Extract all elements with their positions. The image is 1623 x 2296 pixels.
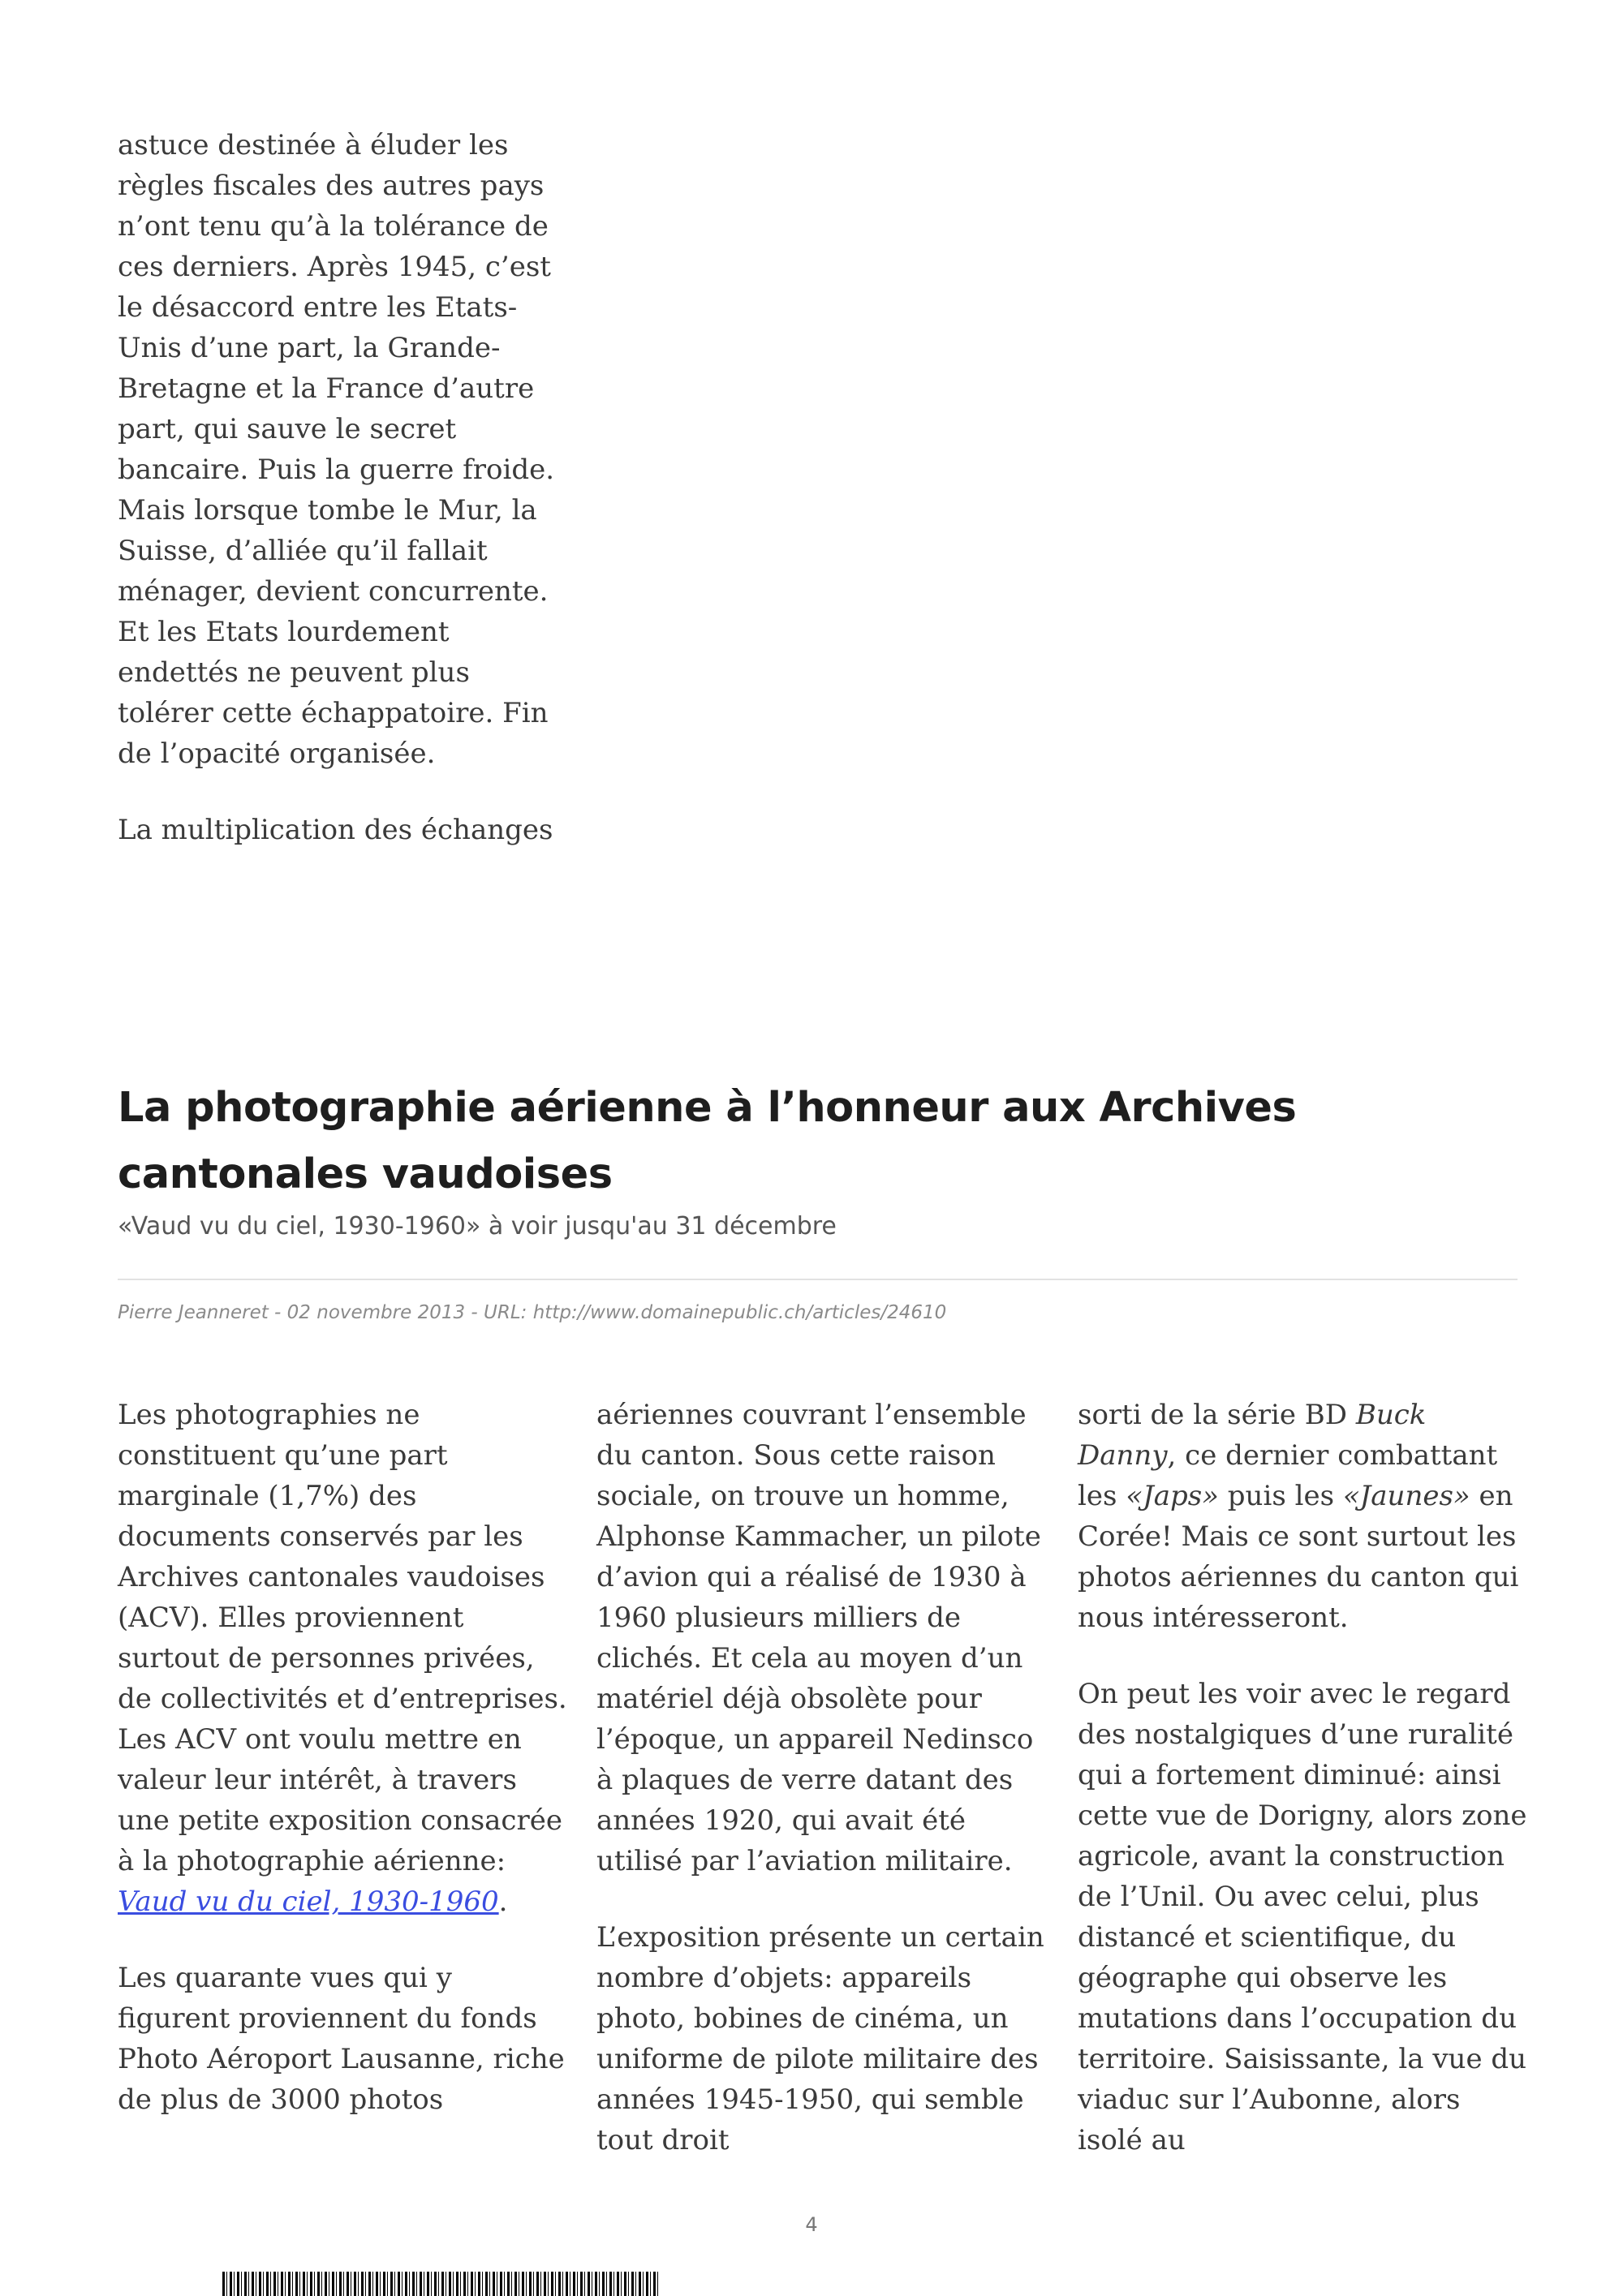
article-paragraph — [118, 1395, 572, 1922]
barcode-strip — [222, 2272, 659, 2296]
paragraph-text: Les photographies ne constituent qu’une part marginale (1,7%) des documents conservés par les Archives cantonales vaudoises (ACV). Elles proviennent surtout de personnes privées, de collectivités et d’entreprises. Les ACV ont voulu mettre en valeur leur intérêt, à travers une petite exposition consacrée à la photographie aérienne: — [118, 1399, 567, 1877]
quoted-term: «Jaunes» — [1342, 1480, 1470, 1512]
page-number: 4 — [805, 2213, 818, 2236]
article-paragraph: Les quarante vues qui y figurent proviennent du fonds Photo Aéroport Lausanne, riche de plus de 3000 photos — [118, 1962, 565, 2116]
article-subtitle: «Vaud vu du ciel, 1930-1960» à voir jusqu'au 31 décembre — [118, 1212, 837, 1240]
article-paragraph: L’exposition présente un certain nombre d’objets: appareils photo, bobines de cinéma, un uniforme de pilote militaire des années 1945-1950, qui semble tout droit — [596, 1921, 1044, 2156]
paragraph-text: sorti de la série BD — [1078, 1399, 1356, 1431]
article-title: La photographie aérienne à l’honneur aux Archives cantonales vaudoises — [118, 1084, 1297, 1198]
continuation-paragraph: La multiplication des échanges — [118, 814, 553, 846]
exhibition-link[interactable]: Vaud vu du ciel, 1930-1960 — [118, 1885, 499, 1918]
article-paragraph — [1078, 1395, 1532, 1638]
article-column-2 — [596, 1395, 1051, 2161]
paragraph-text: en Corée! Mais ce sont surtout les photos aériennes du canton qui nous intéresseront. — [1078, 1480, 1519, 1634]
article-column-1 — [118, 1395, 572, 2120]
paragraph-text: puis les — [1218, 1480, 1343, 1512]
paragraph-text: . — [498, 1885, 508, 1918]
article-paragraph: On peut les voir avec le regard des nostalgiques d’une ruralité qui a fortement diminué: ainsi cette vue de Dorigny, alors zone agricole, avant la construction de l’Unil. Ou avec celui, plus distancé et scientifique, du géographe qui observe les mutations dans l’occupation du territoire. Saisissante, la vue du viaduc sur l’Aubonne, alors isolé au — [1078, 1678, 1527, 2156]
article-meta: Pierre Jeanneret - 02 novembre 2013 - URL: http://www.domainepublic.ch/articles/24610 — [118, 1302, 947, 1323]
article-column-3 — [1078, 1395, 1532, 2161]
article-paragraph: aériennes couvrant l’ensemble du canton. Sous cette raison sociale, on trouve un homme, Alphonse Kammacher, un pilote d’avion qui a réalisé de 1930 à 1960 plusieurs milliers de clichés. Et cela au moyen d’un matériel déjà obsolète pour l’époque, un appareil Nedinsco à plaques de verre datant des années 1920, qui avait été utilisé par l’aviation militaire. — [596, 1399, 1041, 1877]
comic-title: Buck Danny — [1078, 1399, 1427, 1472]
quoted-term: «Japs» — [1126, 1480, 1219, 1512]
paragraph-text: , ce dernier combattant les — [1078, 1439, 1498, 1512]
continuation-paragraph: astuce destinée à éluder les règles fiscales des autres pays n’ont tenu qu’à la tolérance de ces derniers. Après 1945, c’est le désaccord entre les Etats-Unis d’une part, la Grande-Bretagne et la France d’autre part, qui sauve le secret bancaire. Puis la guerre froide. Mais lorsque tombe le Mur, la Suisse, d’alliée qu’il fallait ménager, devient concurrente. Et les Etats lourdement endettés ne peuvent plus tolérer cette échappatoire. Fin de l’opacité organisée. — [118, 129, 555, 770]
divider — [118, 1279, 1518, 1280]
previous-article-continuation — [118, 125, 556, 850]
